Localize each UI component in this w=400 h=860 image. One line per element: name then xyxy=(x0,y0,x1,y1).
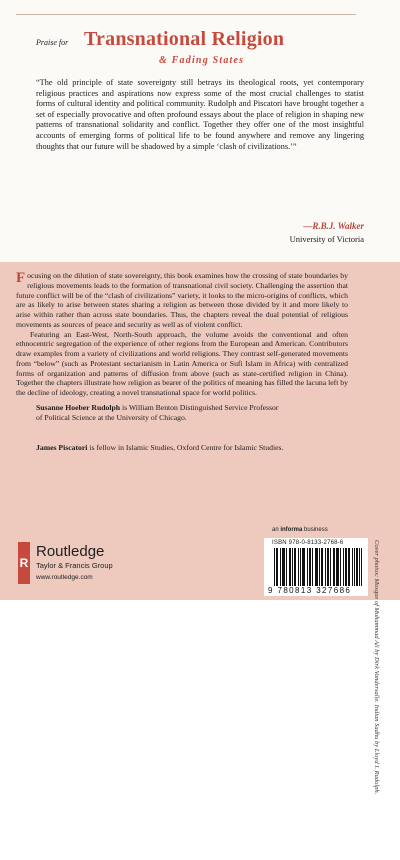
barcode-bar xyxy=(333,548,334,586)
quote-affiliation: University of Victoria xyxy=(289,234,364,244)
barcode-bar xyxy=(316,548,317,586)
quote-author: —R.B.J. Walker xyxy=(303,221,364,231)
barcode-bar xyxy=(282,548,283,586)
publisher-group: Taylor & Francis Group xyxy=(36,561,113,570)
barcode-bar xyxy=(309,548,310,586)
description-paragraph-2: Featuring an East-West, North-South approach, the volume avoids the conventional and often ethnocentric segregation of the experience of other regions from the European and American. Contributors draw examples from a variety of civilizations and world religions. They contrast self-generated movements from “below” (such as Protestant sectarianism in Latin America or Sufi Islam in Africa) with centralized forms of organization and patterns of diffusion from above (such as state-certified religion in China). Together the chapters illustrate how religion as bearer of the politics of meaning has filled the lacuna left by the decline of ideology, creating a novel transnational space for world politics. xyxy=(16,329,348,397)
barcode-bar xyxy=(322,548,323,586)
barcode-bar xyxy=(356,548,357,586)
barcode-bar xyxy=(328,548,329,586)
barcode-bar xyxy=(343,548,344,586)
praise-quote: “The old principle of state sovereignty still betrays its theological roots, yet contemporary religious practices and aspirations now express some of the most crucial challenges to statist forms of cultural identity and political community. Rudolph and Piscatori have brought together a set of especially provocative and often profound essays about the place of religion in shaping new patterns of transnational solidarity and conflict. Together they offer one of the most insightful accounts of emerging forms of political life to be found anywhere and remove any lingering thoughts that our future will be shadowed by a simple ‘clash of civilizations.’” xyxy=(36,78,364,151)
barcode-bar xyxy=(300,548,301,586)
barcode-bar xyxy=(345,548,346,586)
barcode-bar xyxy=(352,548,353,586)
paragraph-1-text: ocusing on the dilution of state sovereignty, this book examines how the crossing of state boundaries by religious movements leads to the formation of transnational civil society. Challenging the assertion that future conflict will be of the “clash of civilizations” variety, it looks to the micro-origins of conflicts, which are as likely to arise between states sharing a religion as between those divided by it and more likely to arise within rather than across state boundaries. Thus, the chapters reveal the dual potential of religious movements as sources of peace and security as well as of violent conflict. xyxy=(16,271,348,329)
barcode-bar xyxy=(280,548,281,586)
barcode-bar xyxy=(340,548,341,586)
publisher-name: Routledge xyxy=(36,543,105,560)
barcode-bar xyxy=(336,548,337,586)
isbn-barcode xyxy=(264,538,368,596)
logo-letter: R xyxy=(19,556,29,570)
author-name: James Piscatori xyxy=(36,443,88,452)
barcode-bars xyxy=(274,548,362,586)
barcode-bar xyxy=(286,548,287,586)
isbn-label: ISBN 978-0-8133-2768-6 xyxy=(272,540,344,546)
barcode-bar xyxy=(295,548,296,586)
author-bio-2 xyxy=(36,443,286,453)
barcode-bar xyxy=(334,548,335,586)
book-subtitle: & Fading States xyxy=(159,55,245,66)
drop-cap: F xyxy=(16,270,26,286)
barcode-bar xyxy=(319,548,320,586)
praise-section xyxy=(0,0,400,262)
barcode-bar xyxy=(321,548,322,586)
cover-photo-credit: Cover photos: Mosque of Muhammad Ali by Dirk Vandersalle. Indian Sadhu by Lloyd I. Rudolph. xyxy=(373,540,380,795)
informa-suffix: business xyxy=(302,527,328,533)
barcode-bar xyxy=(276,548,277,586)
publisher-url: www.routledge.com xyxy=(36,574,93,581)
author-bio-text: is William Benton Distinguished Service Professor of Political Science at the University of Chicago. xyxy=(36,403,279,422)
book-description xyxy=(16,271,348,398)
barcode-bar xyxy=(304,548,305,586)
barcode-bar xyxy=(292,548,293,586)
barcode-bar xyxy=(310,548,311,586)
book-title: Transnational Religion xyxy=(84,28,285,50)
barcode-bar xyxy=(277,548,278,586)
barcode-bar xyxy=(325,548,326,586)
barcode-bar xyxy=(289,548,290,586)
informa-prefix: an xyxy=(272,527,281,533)
barcode-bar xyxy=(338,548,339,586)
author-bio-text: is fellow in Islamic Studies, Oxford Centre for Islamic Studies. xyxy=(87,443,284,452)
barcode-bar xyxy=(346,548,347,586)
informa-tagline xyxy=(272,527,328,533)
barcode-bar xyxy=(361,548,362,586)
barcode-bar xyxy=(327,548,328,586)
author-bio-1 xyxy=(36,403,286,422)
barcode-bar xyxy=(312,548,313,586)
description-paragraph-1 xyxy=(16,271,348,330)
barcode-bar xyxy=(284,548,285,586)
informa-brand: informa xyxy=(280,527,303,533)
barcode-bar xyxy=(307,548,308,586)
barcode-bar xyxy=(298,548,299,586)
barcode-bar xyxy=(290,548,291,586)
barcode-bar xyxy=(283,548,284,586)
barcode-digits: 9 780813 327686 xyxy=(268,586,352,595)
barcode-bar xyxy=(315,548,316,586)
barcode-bar xyxy=(317,548,318,586)
barcode-bar xyxy=(294,548,295,586)
barcode-bar xyxy=(303,548,304,586)
barcode-bar xyxy=(302,548,303,586)
description-panel xyxy=(0,262,400,795)
barcode-bar xyxy=(274,548,275,586)
barcode-bar xyxy=(359,548,360,586)
barcode-graphic xyxy=(274,548,362,586)
barcode-bar xyxy=(354,548,355,586)
barcode-bar xyxy=(357,548,358,586)
barcode-bar xyxy=(348,548,349,586)
routledge-logo-icon xyxy=(18,542,30,584)
top-divider xyxy=(16,14,356,15)
barcode-bar xyxy=(330,548,331,586)
author-name: Susanne Hoeber Rudolph xyxy=(36,403,121,412)
barcode-bar xyxy=(349,548,350,586)
praise-label: Praise for xyxy=(36,38,69,47)
barcode-bar xyxy=(337,548,338,586)
